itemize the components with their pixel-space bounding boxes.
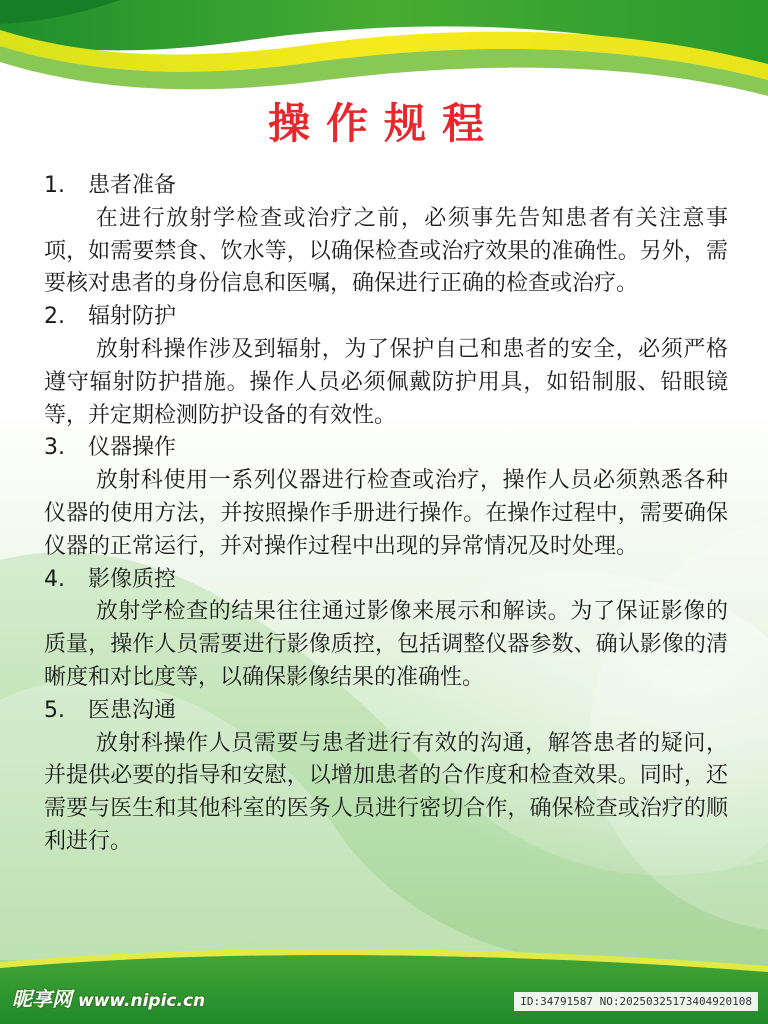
section-number: 4. [44, 566, 65, 592]
section-body: 放射学检查的结果往往通过影像来展示和解读。为了保证影像的质量，操作人员需要进行影像质控，包括调整仪器参数、确认影像的清晰度和对比度等，以确保影像结果的准确性。 [44, 599, 728, 690]
section-title: 仪器操作 [88, 435, 177, 461]
image-id-label: ID:34791587 NO:20250325173404920108 [514, 992, 758, 1011]
section-title: 患者准备 [88, 173, 177, 198]
section-number: 1. [44, 173, 65, 198]
section-title: 辐射防护 [88, 304, 177, 330]
section-title: 医患沟通 [88, 697, 177, 723]
section-body: 放射科操作人员需要与患者进行有效的沟通，解答患者的疑问，并提供必要的指导和安慰，以增加患者的合作度和检查效果。同时，还需要与医生和其他科室的医务人员进行密切合作，确保检查或治疗的顺利进行。 [44, 730, 728, 854]
procedure-list [44, 170, 728, 859]
section-number: 5. [44, 697, 65, 723]
section-heading [44, 301, 728, 334]
section-body: 放射科使用一系列仪器进行检查或治疗，操作人员必须熟悉各种仪器的使用方法，并按照操作手册进行操作。在操作过程中，需要确保仪器的正常运行，并对操作过程中出现的异常情况及时处理。 [44, 468, 728, 559]
watermark-logo-text: 昵享网 [12, 987, 72, 1011]
section-heading [44, 432, 728, 465]
section-body: 在进行放射学检查或治疗之前，必须事先告知患者有关注意事项，如需要禁食、饮水等，以确保检查或治疗效果的准确性。另外，需要核对患者的身份信息和医嘱，确保进行正确的检查或治疗。 [44, 205, 728, 297]
section-number: 3. [44, 435, 65, 461]
section-image-quality-control [44, 564, 728, 695]
section-doctor-patient-communication [44, 695, 728, 859]
section-patient-preparation [44, 170, 728, 301]
watermark-url: www.nipic.cn [78, 991, 206, 1011]
section-title: 影像质控 [88, 566, 177, 592]
page-title: 操作规程 [267, 99, 500, 148]
section-heading [44, 695, 728, 728]
section-instrument-operation [44, 432, 728, 563]
section-radiation-protection [44, 301, 728, 432]
watermark-logo [12, 984, 205, 1014]
section-heading [44, 170, 728, 203]
section-number: 2. [44, 304, 65, 330]
section-heading [44, 564, 728, 597]
section-body: 放射科操作涉及到辐射，为了保护自己和患者的安全，必须严格遵守辐射防护措施。操作人员必须佩戴防护用具，如铅制服、铅眼镜等，并定期检测防护设备的有效性。 [44, 336, 728, 428]
